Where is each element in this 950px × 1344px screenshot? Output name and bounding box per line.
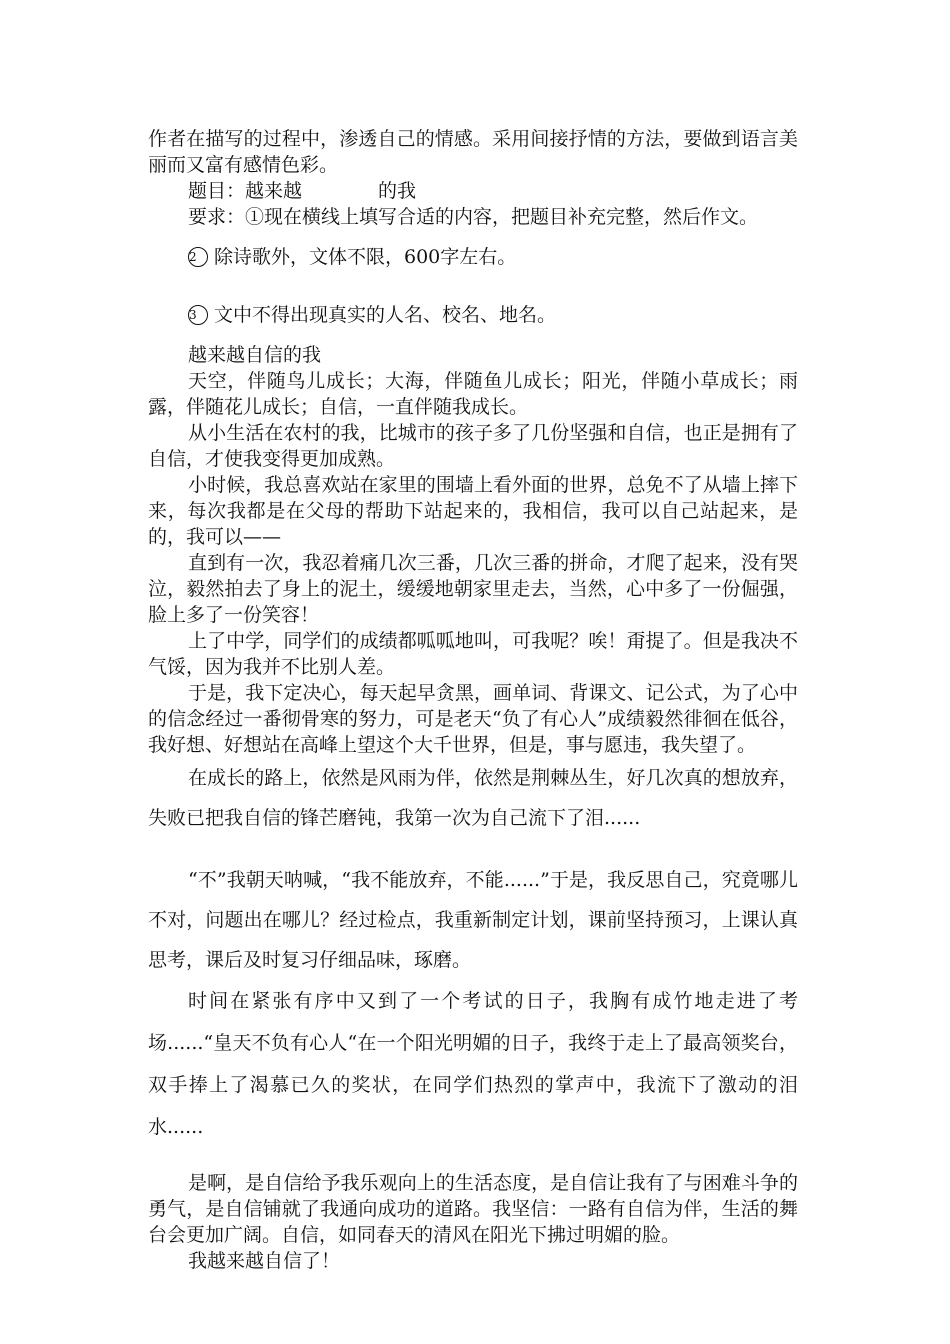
document-page [148,126,798,1274]
essay-paragraph: 在成长的路上，依然是风雨为伴，依然是荆棘丛生，好几次真的想放弃，失败已把我自信的锋芒磨钝，我第一次为自己流下了泪...... [148,767,798,829]
essay-paragraph: 我越来越自信了！ [188,1250,341,1272]
circled-number-2: 2 [188,247,208,267]
essay-paragraph: “不”我朝天呐喊，“我不能放弃，不能......”于是，我反思自己，究竟哪儿不对，问题出在哪儿？经过检点，我重新制定计划，课前坚持预习，上课认真思考，课后及时复习仔细品味，琢磨。 [148,869,798,971]
essay-paragraph: 时间在紧张有序中又到了一个考试的日子，我胸有成竹地走进了考场......“皇天不负有心人“在一个阳光明媚的日子，我终于走上了最高领奖台，双手捧上了渴慕已久的奖状，在同学们热烈的掌声中，我流下了激动的泪水...... [148,990,798,1138]
prompt-title-label: 题目：越来越 [188,180,303,202]
essay-title: 越来越自信的我 [188,344,322,366]
essay-paragraph: 天空，伴随鸟儿成长；大海，伴随鱼儿成长；阳光，伴随小草成长；雨露，伴随花儿成长；自信，一直伴随我成长。 [148,370,798,418]
prompt-title [148,178,798,204]
prompt-title-suffix: 的我 [378,180,417,202]
requirement-2-text: 除诗歌外，文体不限，600字左右。 [214,246,517,268]
essay-paragraph: 上了中学，同学们的成绩都呱呱地叫，可我呢？唉！甭提了。但是我决不气馁，因为我并不比别人差。 [148,630,798,678]
essay-paragraph: 于是，我下定决心，每天起早贪黑，画单词、背课文、记公式，为了心中的信念经过一番彻骨寒的努力，可是老天“负了有心人”成绩毅然徘徊在低谷，我好想、好想站在高峰上望这个大千世界，但是，事与愿违，我失望了。 [148,682,798,756]
requirement-3 [148,302,798,328]
essay-paragraph: 是啊，是自信给予我乐观向上的生活态度，是自信让我有了与困难斗争的勇气，是自信铺就了我通向成功的道路。我坚信：一路有自信为伴，生活的舞台会更加广阔。自信，如同春天的清风在阳光下拂过明媚的脸。 [148,1172,798,1246]
essay-paragraph: 从小生活在农村的我，比城市的孩子多了几份坚强和自信，也正是拥有了自信，才使我变得更加成熟。 [148,422,798,470]
circled-number-3: 3 [188,305,208,325]
essay-paragraph: 直到有一次，我忍着痛几次三番，几次三番的拼命，才爬了起来，没有哭泣，毅然拍去了身上的泥土，缓缓地朝家里走去，当然，心中多了一份倔强，脸上多了一份笑容！ [148,552,798,626]
requirement-3-text: 文中不得出现真实的人名、校名、地名。 [214,304,557,326]
essay-paragraph: 小时候，我总喜欢站在家里的围墙上看外面的世界，总免不了从墙上摔下来，每次我都是在父母的帮助下站起来的，我相信，我可以自己站起来，是的，我可以—— [148,474,798,548]
requirement-2 [148,244,798,270]
intro-paragraph: 作者在描写的过程中，渗透自己的情感。采用间接抒情的方法，要做到语言美丽而又富有感情色彩。 [148,128,798,176]
requirement-1: 要求：①现在横线上填写合适的内容，把题目补充完整，然后作文。 [188,206,759,228]
